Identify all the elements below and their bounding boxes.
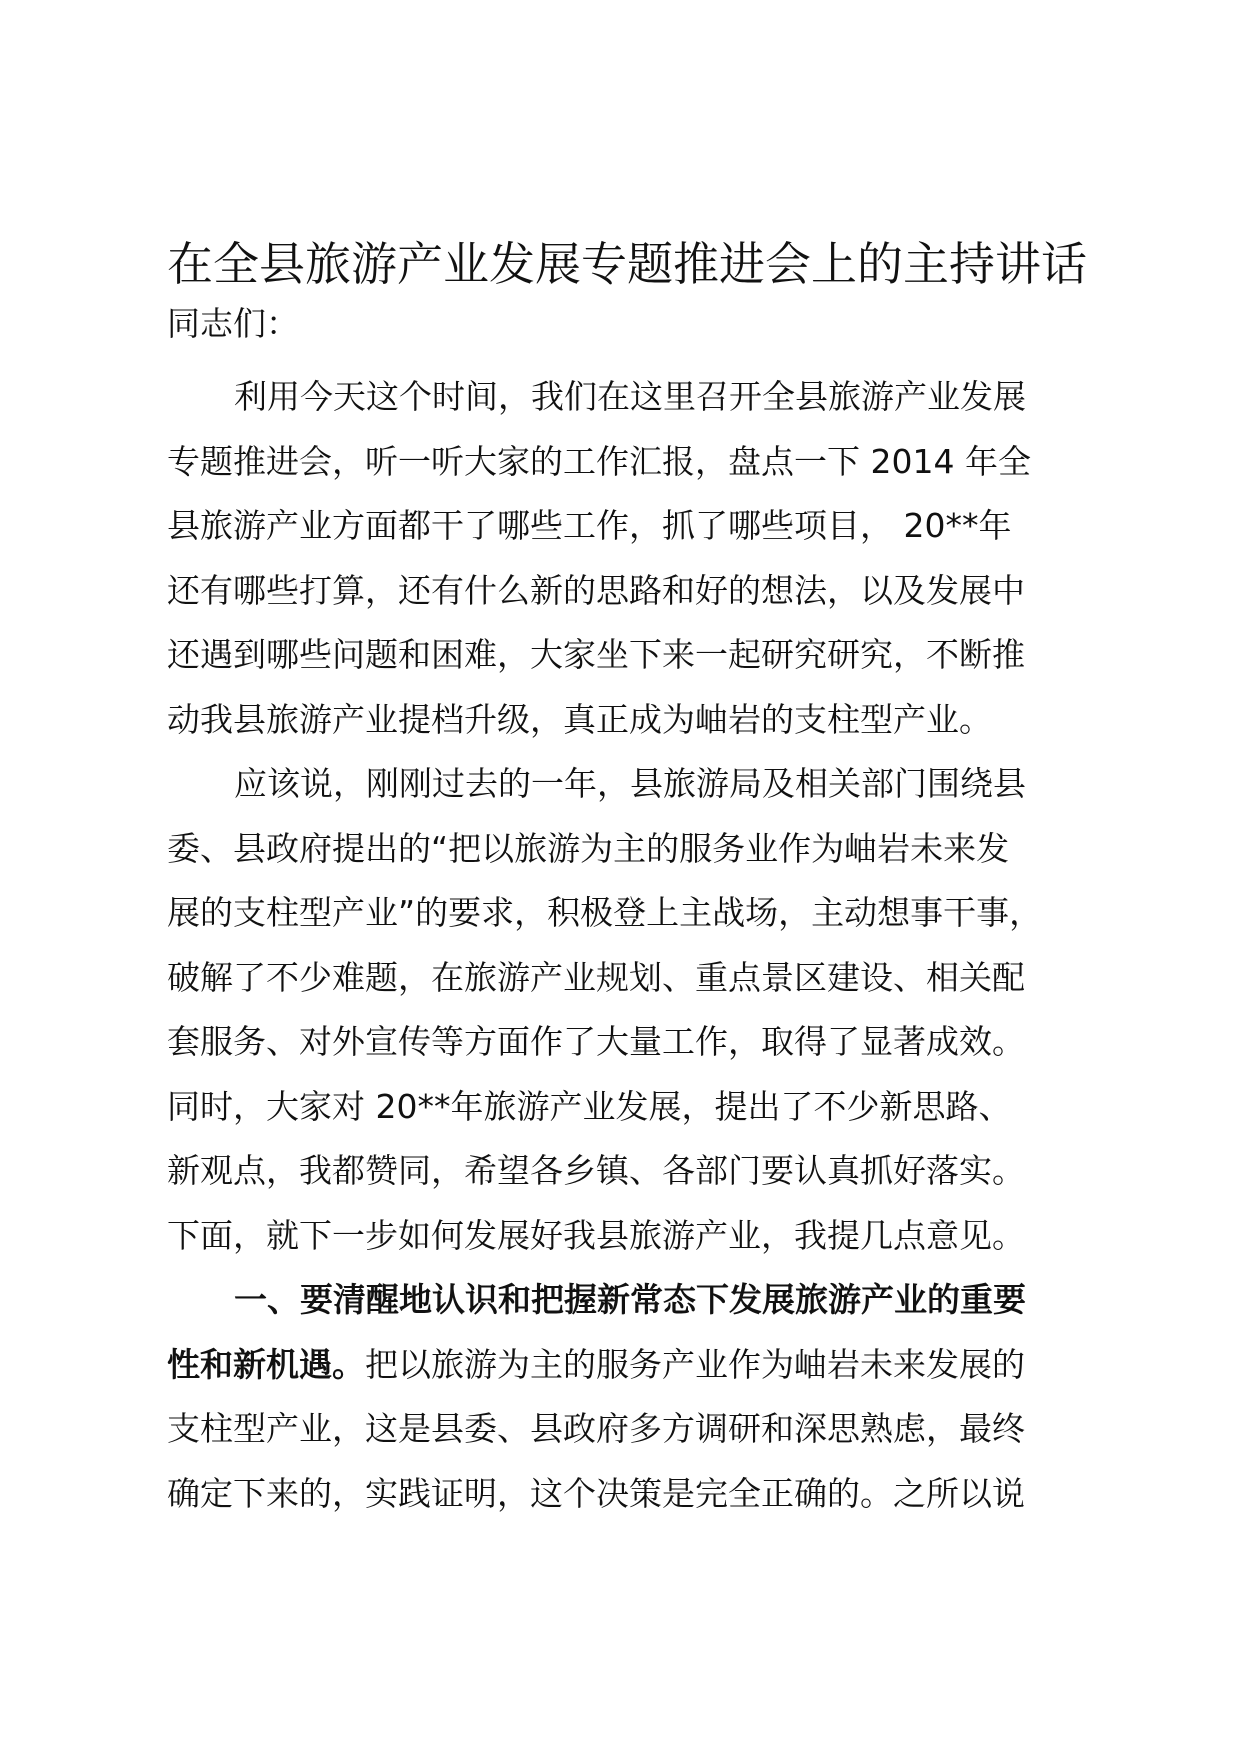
section-heading-line: 一、要清醒地认识和把握新常态下发展旅游产业的重要	[234, 1280, 1026, 1319]
section-body-start: 把以旅游为主的服务产业作为岫岩未来发展的	[365, 1344, 1025, 1384]
document-title: 在全县旅游产业发展专题推进会上的主持讲话	[167, 237, 1087, 291]
body-line: 利用今天这个时间，我们在这里召开全县旅游产业发展	[234, 377, 1026, 416]
body-line: 专题推进会，听一听大家的工作汇报，盘点一下 2014 年全	[167, 441, 1031, 481]
document-body	[167, 365, 1107, 1526]
body-line: 展的支柱型产业”的要求，积极登上主战场，主动想事干事，	[167, 893, 1043, 932]
body-line: 套服务、对外宣传等方面作了大量工作，取得了显著成效。	[167, 1022, 1025, 1061]
body-line: 新观点，我都赞同，希望各乡镇、各部门要认真抓好落实。	[167, 1151, 1025, 1190]
body-line: 动我县旅游产业提档升级，真正成为岫岩的支柱型产业。	[167, 699, 992, 739]
body-line: 还遇到哪些问题和困难，大家坐下来一起研究研究，不断推	[167, 635, 1025, 674]
body-line: 下面，就下一步如何发展好我县旅游产业，我提几点意见。	[167, 1215, 1025, 1255]
body-line: 支柱型产业，这是县委、县政府多方调研和深思熟虑，最终	[167, 1409, 1025, 1448]
section-heading-continuation	[167, 1333, 1107, 1398]
body-line: 委、县政府提出的“把以旅游为主的服务业作为岫岩未来发	[167, 828, 1010, 868]
body-line: 县旅游产业方面都干了哪些工作，抓了哪些项目， 20**年	[167, 506, 1012, 545]
body-line: 同时，大家对 20**年旅游产业发展，提出了不少新思路、	[167, 1086, 1012, 1126]
greeting: 同志们：	[167, 304, 299, 343]
body-line: 破解了不少难题，在旅游产业规划、重点景区建设、相关配	[167, 957, 1025, 997]
body-line: 确定下来的，实践证明，这个决策是完全正确的。之所以说	[167, 1473, 1025, 1513]
body-line: 应该说，刚刚过去的一年，县旅游局及相关部门围绕县	[234, 764, 1026, 803]
body-line: 还有哪些打算，还有什么新的思路和好的想法，以及发展中	[167, 570, 1025, 610]
section-heading-tail: 性和新机遇。	[167, 1344, 365, 1384]
